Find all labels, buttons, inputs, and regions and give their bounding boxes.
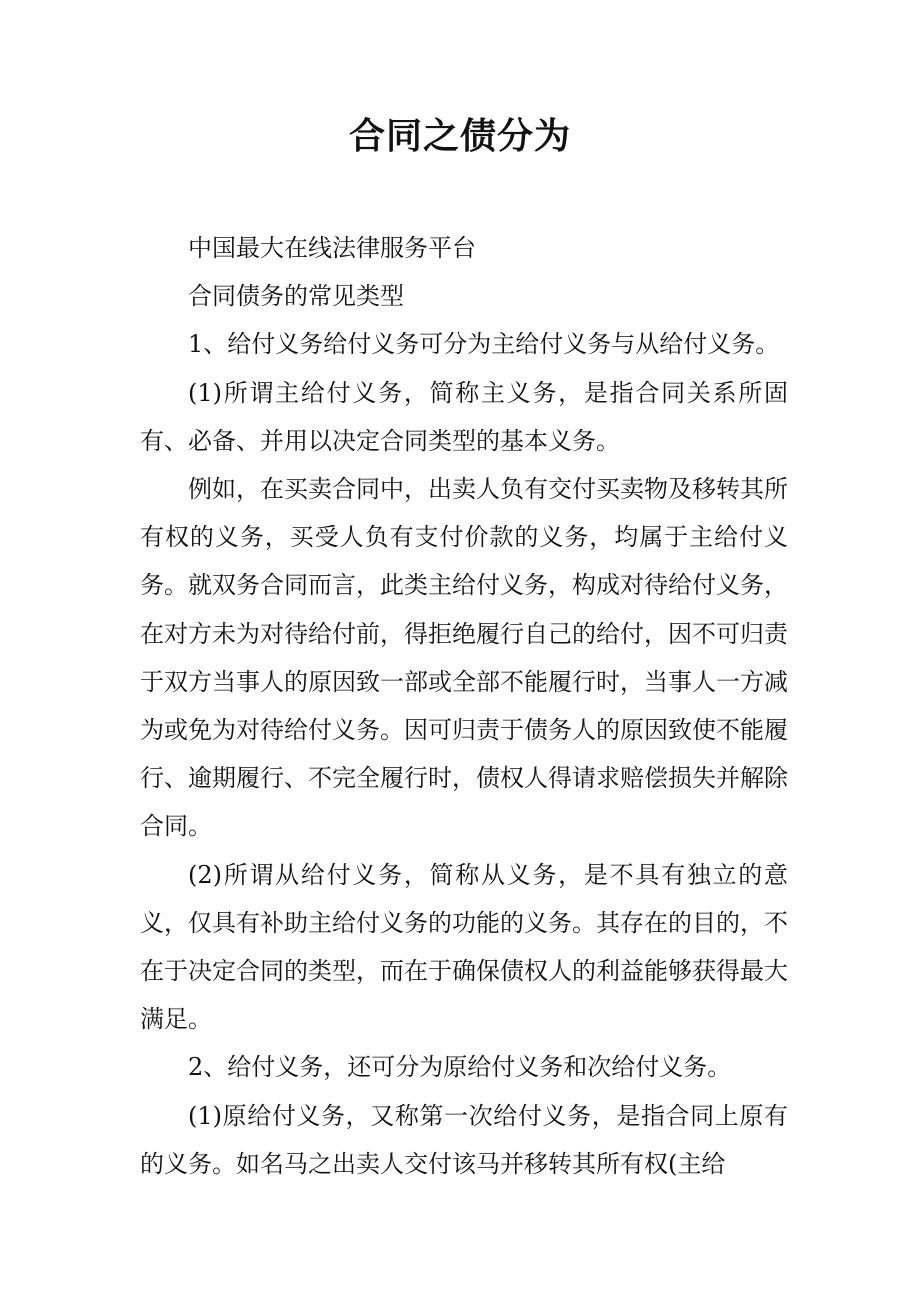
paragraph: (1)所谓主给付义务，简称主义务，是指合同关系所固有、必备、并用以决定合同类型的基本义务。 xyxy=(140,378,788,455)
document-body xyxy=(140,224,788,1188)
paragraph: 1、给付义务给付义务可分为主给付义务与从给付义务。 xyxy=(188,330,780,359)
paragraph: 例如，在买卖合同中，出卖人负有交付买卖物及移转其所有权的义务，买受人负有支付价款的义务，均属于主给付义务。就双务合同而言，此类主给付义务，构成对待给付义务，在对方未为对待给付前，得拒绝履行自己的给付，因不可归责于双方当事人的原因致一部或全部不能履行时，当事人一方减为或免为对待给付义务。因可归责于债务人的原因致使不能履行、逾期履行、不完全履行时，债权人得请求赔偿损失并解除合同。 xyxy=(140,475,788,841)
paragraph: 2、给付义务，还可分为原给付义务和次给付义务。 xyxy=(188,1053,732,1082)
paragraph: (2)所谓从给付义务，简称从义务，是不具有独立的意义，仅具有补助主给付义务的功能的义务。其存在的目的，不在于决定合同的类型，而在于确保债权人的利益能够获得最大满足。 xyxy=(140,860,788,1034)
paragraph: 合同债务的常见类型 xyxy=(188,282,404,311)
document-title: 合同之债分为 xyxy=(348,115,571,157)
paragraph: 中国最大在线法律服务平台 xyxy=(188,234,476,262)
paragraph: (1)原给付义务，又称第一次给付义务，是指合同上原有的义务。如名马之出卖人交付该马并移转其所有权(主给 xyxy=(140,1101,788,1178)
